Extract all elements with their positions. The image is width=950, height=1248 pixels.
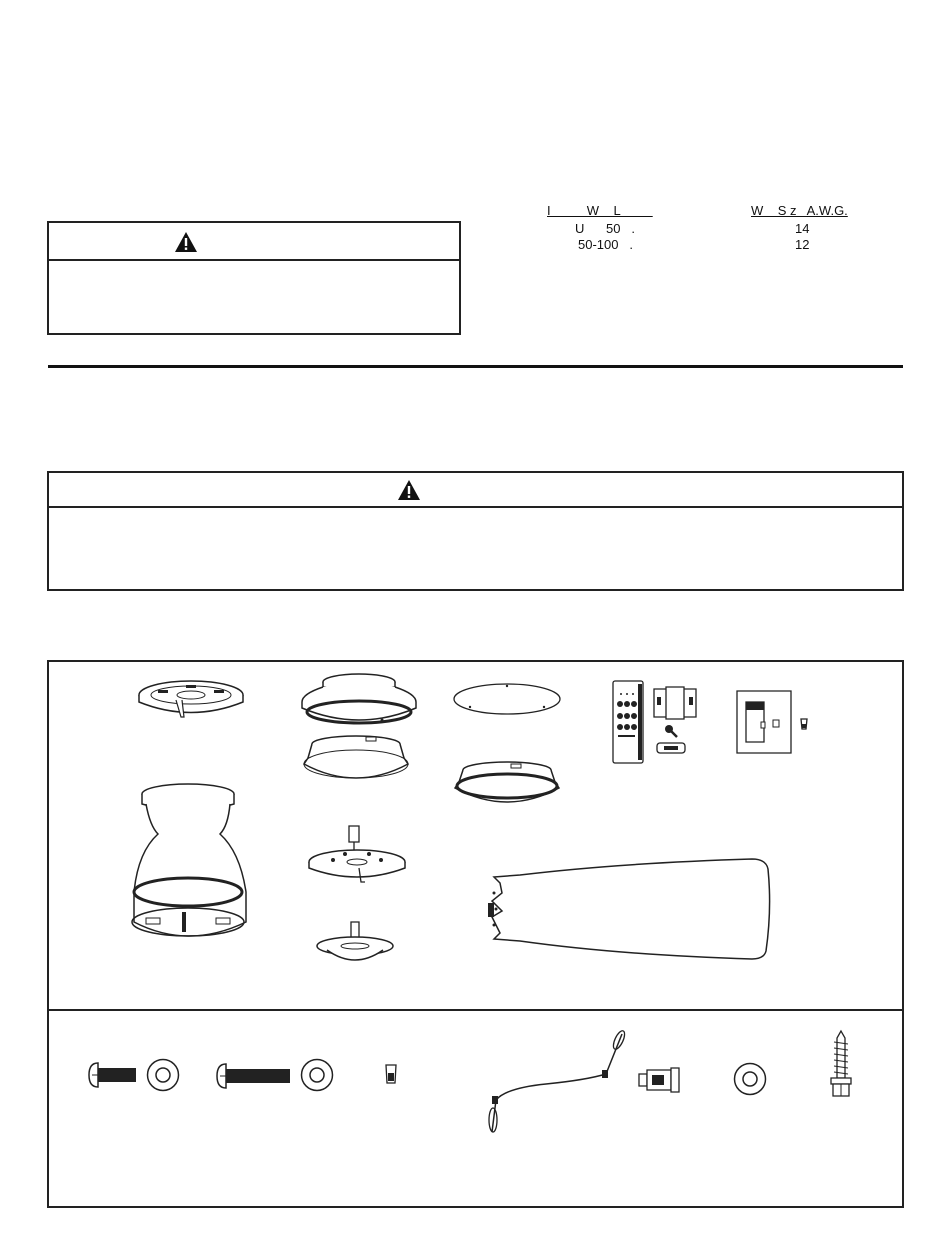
washer-2-illustration bbox=[300, 1058, 334, 1092]
remote-control-illustration bbox=[612, 680, 644, 764]
small-screw-illustration bbox=[664, 724, 678, 738]
battery-illustration bbox=[656, 742, 686, 754]
warning-box-small-header bbox=[49, 223, 459, 261]
wire-table-row-2-length: 50-100 . bbox=[578, 237, 633, 252]
warning-box-wide bbox=[47, 471, 904, 591]
cover-plate-illustration bbox=[452, 682, 562, 716]
wood-screw-illustration bbox=[828, 1030, 854, 1098]
warning-box-wide-header bbox=[49, 473, 902, 508]
light-shade-illustration bbox=[451, 758, 563, 806]
blade-screw-illustration bbox=[216, 1062, 292, 1090]
wire-nut-small-illustration bbox=[800, 718, 808, 730]
mounting-bracket-illustration bbox=[136, 675, 246, 723]
safety-cable-illustration bbox=[486, 1028, 628, 1134]
warning-triangle-icon bbox=[174, 231, 198, 253]
light-kit-housing-illustration bbox=[300, 734, 412, 782]
bracket-screw-illustration bbox=[88, 1061, 138, 1089]
wire-table-row-2-size: 12 bbox=[795, 237, 810, 252]
switch-housing-plate-illustration bbox=[305, 824, 409, 890]
washer-3-illustration bbox=[733, 1062, 767, 1096]
warning-triangle-icon bbox=[397, 479, 421, 501]
light-adapter-illustration bbox=[315, 920, 395, 968]
remote-holder-illustration bbox=[652, 685, 698, 721]
wire-table-row-1-size: 14 bbox=[795, 221, 810, 236]
wire-table-row-1-length: U 50 . bbox=[575, 221, 635, 236]
cable-clip-illustration bbox=[638, 1066, 680, 1094]
wire-table-size-header: W S z A.W.G. bbox=[751, 203, 848, 218]
motor-housing-illustration bbox=[130, 782, 250, 940]
wire-nut-illustration bbox=[384, 1064, 398, 1084]
fan-blade-illustration bbox=[480, 855, 772, 963]
wire-table-length-header: I W L bbox=[547, 203, 653, 218]
warning-box-small bbox=[47, 221, 461, 335]
section-divider bbox=[48, 365, 903, 368]
receiver-illustration bbox=[736, 690, 792, 754]
canopy-illustration bbox=[298, 670, 420, 728]
parts-diagram-divider bbox=[49, 1009, 902, 1011]
washer-1-illustration bbox=[146, 1058, 180, 1092]
